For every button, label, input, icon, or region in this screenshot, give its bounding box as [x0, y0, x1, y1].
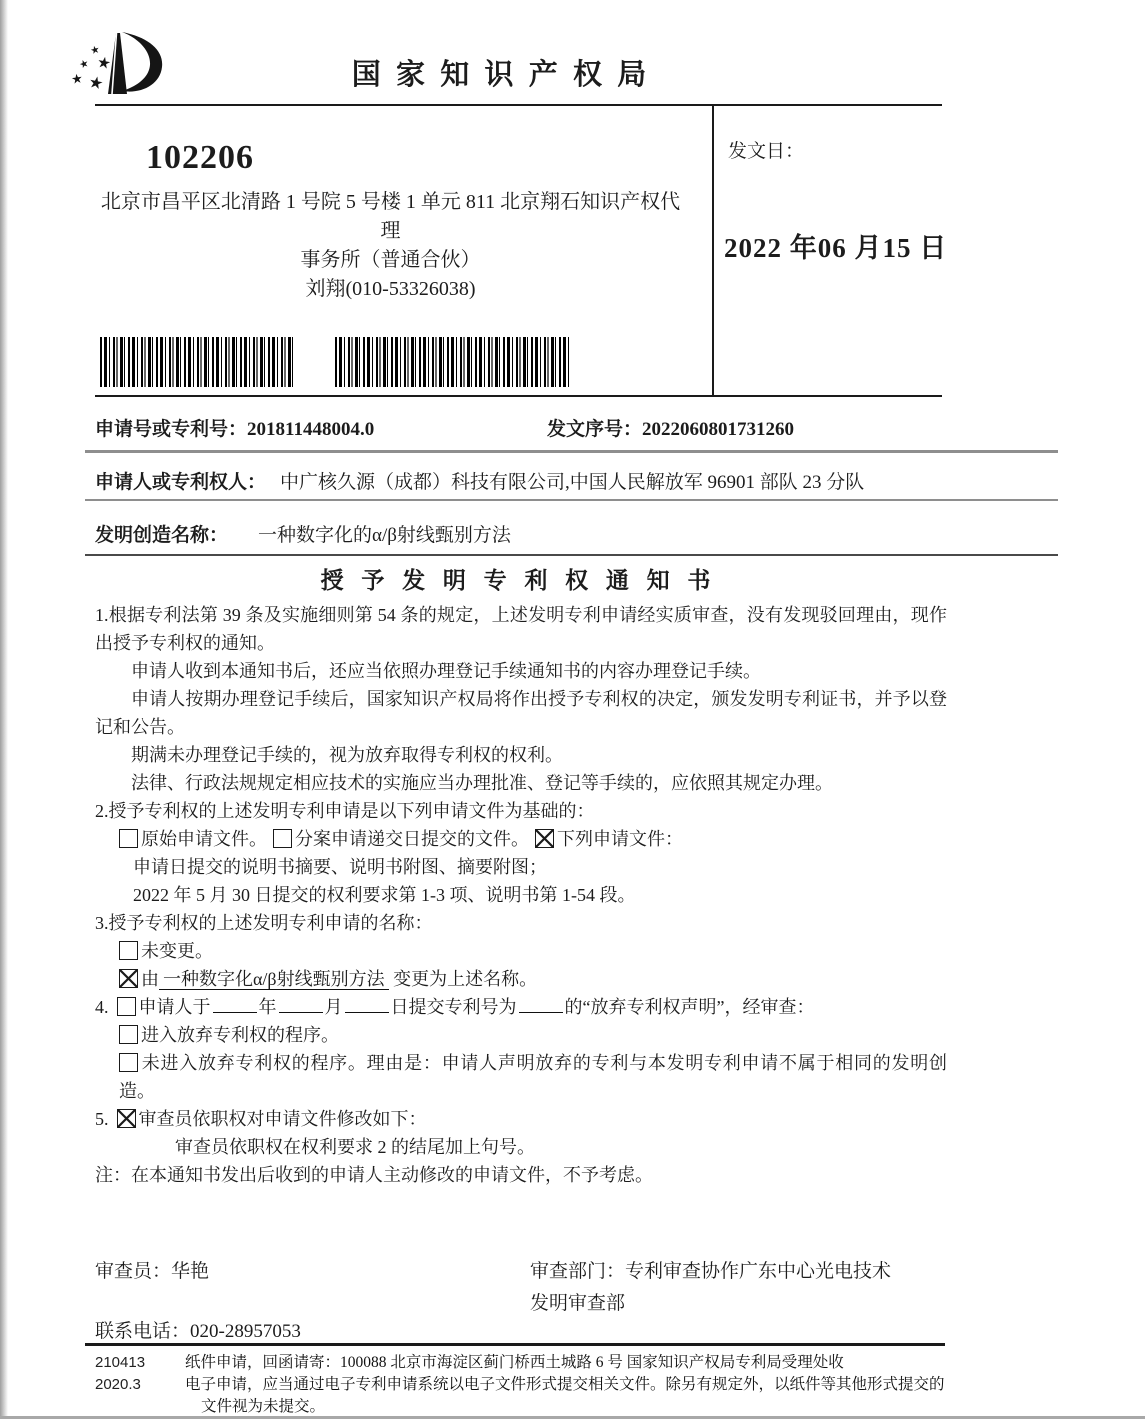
invention-name-value: 一种数字化的α/β射线甄别方法 — [258, 525, 511, 546]
barcode-serial — [335, 337, 571, 387]
notice-paragraph-6: 2.授予专利权的上述发明专利申请是以下列申请文件为基础的： — [95, 801, 595, 821]
dispatch-box-border — [712, 105, 714, 396]
checkbox-unchecked-icon — [119, 1025, 138, 1044]
notice-title: 授 予 发 明 专 利 权 通 知 书 — [320, 568, 717, 593]
item4-seg2: 年 — [258, 997, 277, 1017]
footer-notes — [185, 1352, 953, 1418]
item5-detail-line: 审查员依职权在权利要求 2 的结尾加上句号。 — [175, 1137, 535, 1157]
barcode-application — [100, 337, 296, 387]
department-value-line1: 专利审查协作广东中心光电技术 — [625, 1261, 892, 1282]
item4-line — [95, 993, 947, 1021]
checkbox-unchecked-icon — [117, 997, 136, 1016]
basis-options-line — [95, 825, 947, 853]
item5-text: 审查员依职权对申请文件修改如下： — [138, 1109, 427, 1129]
checkbox-checked-icon — [119, 969, 138, 988]
checkbox-checked-icon — [117, 1109, 136, 1128]
option-changed-suffix: 变更为上述名称。 — [393, 969, 538, 989]
item5-number: 5. — [95, 1109, 109, 1129]
blank-field-patent-no — [519, 998, 563, 1013]
department-line-2: 发明审查部 — [530, 1293, 626, 1314]
form-codes — [95, 1352, 145, 1396]
item4-seg1: 申请人于 — [138, 997, 211, 1017]
item4-seg4: 日提交专利号为 — [390, 997, 517, 1017]
abandon-enter-line — [95, 1021, 947, 1049]
abandon-not-enter-line — [95, 1049, 947, 1105]
files-line-1: 申请日提交的说明书摘要、说明书附图、摘要附图； — [133, 857, 547, 877]
blank-field-month — [279, 998, 323, 1013]
notice-paragraph-5: 法律、行政法规规定相应技术的实施应当办理批准、登记等手续的，应依照其规定办理。 — [131, 773, 833, 793]
notice-body — [95, 601, 947, 1189]
form-code: 210413 — [95, 1354, 146, 1371]
checkbox-unchecked-icon — [119, 941, 138, 960]
header-rule — [95, 104, 942, 106]
checkbox-checked-icon — [535, 829, 554, 848]
name-unchanged-line — [95, 937, 947, 965]
postal-code: 102206 — [146, 139, 254, 176]
blank-field-day — [345, 998, 389, 1013]
divider-dark — [85, 554, 1058, 556]
option-divisional-files: 分案申请递交日提交的文件。 — [295, 829, 529, 849]
item5-line — [95, 1105, 947, 1133]
footer-line-2: 电子申请，应当通过电子专利申请系统以电子文件形式提交相关文件。除另有规定外，以纸件等其他形式提交的 — [185, 1376, 945, 1393]
examiner-row — [95, 1256, 209, 1283]
agency-title: 国 家 知 识 产 权 局 — [351, 59, 651, 91]
notice-paragraph-10: 3.授予专利权的上述发明专利申请的名称： — [95, 913, 433, 933]
applicant-label: 申请人或专利权人： — [95, 472, 267, 493]
divider-gray-2 — [85, 499, 1058, 501]
applicant-value: 中广核久源（成都）科技有限公司,中国人民解放军 96901 部队 23 分队 — [280, 472, 865, 493]
serial-number-label: 发文序号： — [547, 419, 643, 440]
notice-paragraph-3: 申请人按期办理登记手续后，国家知识产权局将作出授予专利权的决定，颁发发明专利证书，并予以登记和公告。 — [95, 689, 947, 737]
footer-rule — [85, 1343, 945, 1346]
address-line-2: 事务所（普通合伙） — [300, 249, 481, 271]
option-original-files: 原始申请文件。 — [141, 829, 267, 849]
phone-row — [95, 1316, 301, 1343]
department-line-1 — [530, 1256, 891, 1283]
footer-line-3: 文件视为未提交。 — [201, 1398, 326, 1415]
examiner-name: 华艳 — [171, 1261, 210, 1282]
files-line-2: 2022 年 5 月 30 日提交的权利要求第 1-3 项、说明书第 1-54 段。 — [133, 885, 636, 905]
recipient-address — [98, 188, 683, 304]
option-following-files: 下列申请文件： — [557, 829, 683, 849]
option-enter-abandon: 进入放弃专利权的程序。 — [141, 1025, 339, 1045]
checkbox-unchecked-icon — [119, 829, 138, 848]
applicant-row — [95, 467, 995, 494]
option-unchanged: 未变更。 — [141, 941, 213, 961]
examiner-label: 审查员： — [95, 1261, 172, 1282]
item4-seg5: 的“放弃专利权声明”，经审查： — [564, 997, 815, 1017]
item4-number: 4. — [95, 997, 109, 1017]
application-number-label: 申请号或专利号： — [95, 419, 248, 440]
address-line-1: 北京市昌平区北清路 1 号院 5 号楼 1 单元 811 北京翔石知识产权代理 — [100, 191, 681, 242]
application-number-row — [95, 414, 995, 441]
scan-edge-left — [0, 0, 8, 1419]
blank-field-year — [213, 998, 257, 1013]
footer-line-1: 纸件申请，回函请寄：100088 北京市海淀区蓟门桥西土城路 6 号 国家知识产权局专利局受理处收 — [185, 1354, 844, 1371]
phone-label: 联系电话： — [95, 1321, 191, 1342]
application-number-value: 201811448004.0 — [247, 419, 375, 440]
address-line-3: 刘翔(010-53326038) — [305, 278, 476, 300]
department-label: 审查部门： — [530, 1261, 626, 1282]
option-not-enter-abandon: 未进入放弃专利权的程序。理由是：申请人声明放弃的专利与本发明专利申请不属于相同的发明创造。 — [119, 1053, 947, 1101]
notice-paragraph-2: 申请人收到本通知书后，还应当依照办理登记手续通知书的内容办理登记手续。 — [131, 661, 761, 681]
checkbox-unchecked-icon — [119, 1053, 138, 1072]
invention-name-row — [95, 520, 995, 547]
dispatch-date-label: 发文日： — [728, 141, 805, 162]
phone-value: 020-28957053 — [190, 1321, 301, 1342]
divider-gray-1 — [85, 450, 1058, 453]
form-version: 2020.3 — [95, 1376, 141, 1393]
option-changed-prefix: 由 — [141, 969, 159, 989]
name-changed-line — [95, 965, 947, 993]
divider-top — [95, 395, 942, 397]
serial-number-value: 2022060801731260 — [642, 419, 795, 440]
note-line: 注：在本通知书发出后收到的申请人主动修改的申请文件，不予考虑。 — [95, 1165, 653, 1185]
notice-paragraph-1: 1.根据专利法第 39 条及实施细则第 54 条的规定，上述发明专利申请经实质审查，没有发现驳回理由，现作出授予专利权的通知。 — [95, 605, 947, 653]
dispatch-date-value: 2022 年06 月15 日 — [724, 233, 948, 263]
former-invention-name: 一种数字化α/β射线甄别方法 — [159, 969, 389, 990]
checkbox-unchecked-icon — [273, 829, 292, 848]
invention-name-label: 发明创造名称： — [95, 525, 229, 546]
item4-seg3: 月 — [324, 997, 343, 1017]
notice-paragraph-4: 期满未办理登记手续的，视为放弃取得专利权的权利。 — [131, 745, 563, 765]
